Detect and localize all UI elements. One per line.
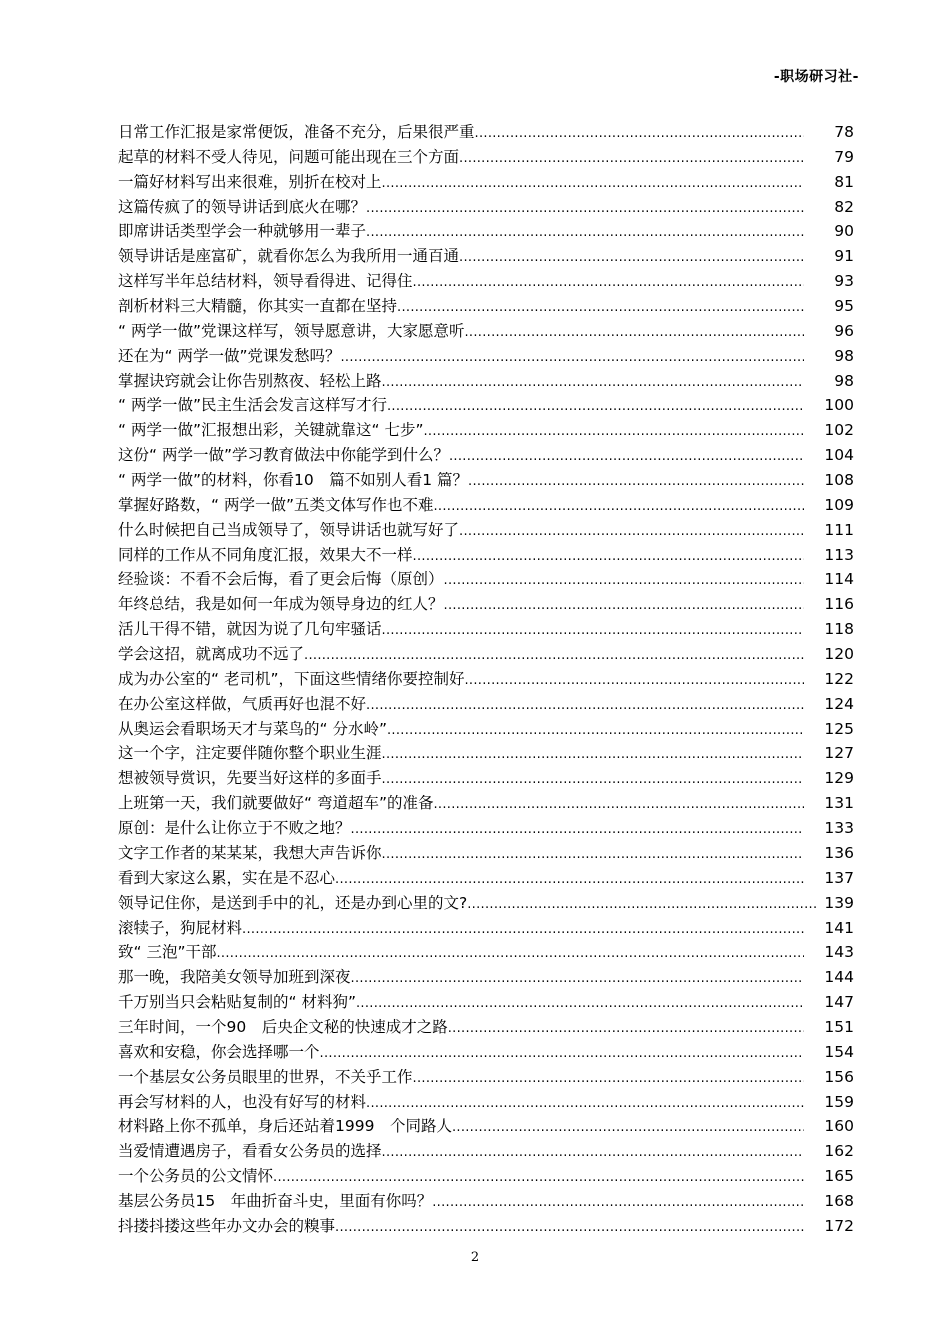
toc-entry[interactable] (118, 393, 854, 418)
toc-dot-leader (434, 793, 805, 816)
toc-entry[interactable] (118, 1214, 854, 1239)
toc-dot-leader (468, 470, 804, 493)
toc-entry-title: 这样写半年总结材料，领导看得进、记得住 (118, 272, 413, 291)
toc-dot-leader (449, 445, 804, 468)
toc-entry[interactable] (118, 120, 854, 145)
toc-entry-page-number: 81 (834, 172, 854, 191)
toc-dot-leader (467, 893, 816, 916)
toc-entry-title: 还在为“ 两学一做”党课发愁吗？ (118, 346, 341, 365)
toc-entry-title: 学会这招，就离成功不远了 (118, 645, 305, 664)
toc-dot-leader (273, 1166, 804, 1189)
toc-entry-page-number: 156 (824, 1067, 854, 1086)
toc-dot-leader (382, 743, 804, 766)
toc-entry-page-number: 104 (824, 446, 854, 465)
toc-dot-leader (397, 296, 804, 319)
toc-entry-title: 三年时间，一个90 后央企文秘的快速成才之路 (118, 1017, 448, 1036)
running-header: -职场研习社- (773, 69, 859, 85)
toc-entry-title: 掌握好路数，“ 两学一做”五类文体写作也不难 (118, 495, 434, 514)
toc-entry-page-number: 102 (824, 421, 854, 440)
toc-entry-title: 同样的工作从不同角度汇报，效果大不一样 (118, 545, 413, 564)
toc-dot-leader (366, 1092, 804, 1115)
toc-entry-title: 原创：是什么让你立于不败之地？ (118, 819, 351, 838)
toc-entry-page-number: 154 (824, 1042, 854, 1061)
toc-entry-page-number: 165 (824, 1167, 854, 1186)
toc-dot-leader (366, 221, 804, 244)
toc-dot-leader (382, 768, 804, 791)
toc-entry-page-number: 111 (824, 520, 854, 539)
toc-dot-leader (459, 147, 804, 170)
toc-entry-title: 领导讲话是座富矿，就看你怎么为我所用一通百通 (118, 247, 460, 266)
toc-dot-leader (413, 271, 804, 294)
toc-entry-page-number: 137 (824, 868, 854, 887)
toc-entry[interactable] (118, 816, 854, 841)
toc-dot-leader (382, 172, 804, 195)
toc-entry[interactable] (118, 418, 854, 443)
toc-entry[interactable] (118, 567, 854, 592)
toc-entry[interactable] (118, 891, 854, 916)
toc-entry-page-number: 113 (824, 545, 854, 564)
toc-entry[interactable] (118, 195, 854, 220)
toc-entry[interactable] (118, 841, 854, 866)
toc-entry-page-number: 116 (824, 595, 854, 614)
toc-entry[interactable] (118, 1164, 854, 1189)
toc-entry-page-number: 114 (824, 570, 854, 589)
toc-entry[interactable] (118, 219, 854, 244)
toc-dot-leader (217, 942, 805, 965)
toc-entry-title: 这篇传疯了的领导讲话到底火在哪？ (118, 197, 367, 216)
toc-entry[interactable] (118, 369, 854, 394)
toc-entry-page-number: 93 (834, 272, 854, 291)
toc-entry-page-number: 124 (824, 694, 854, 713)
toc-dot-leader (413, 1067, 804, 1090)
toc-dot-leader (475, 122, 804, 145)
toc-entry[interactable] (118, 940, 854, 965)
toc-dot-leader (366, 694, 804, 717)
toc-entry-title: 日常工作汇报是家常便饭，准备不充分，后果很严重 (118, 123, 475, 141)
toc-dot-leader (382, 1141, 804, 1164)
toc-entry-title: 这一个字，注定要伴随你整个职业生涯 (118, 744, 382, 763)
toc-entry[interactable] (118, 170, 854, 195)
toc-entry-page-number: 78 (834, 123, 854, 141)
toc-entry-page-number: 100 (824, 396, 854, 415)
toc-entry-title: “ 两学一做”的材料，你看10 篇不如别人看1 篇？ (118, 471, 469, 490)
toc-dot-leader (387, 395, 804, 418)
toc-entry[interactable] (118, 294, 854, 319)
toc-entry-page-number: 168 (824, 1191, 854, 1210)
toc-entry-title: 想被领导赏识，先要当好这样的多面手 (118, 769, 382, 788)
toc-entry[interactable] (118, 667, 854, 692)
toc-entry[interactable] (118, 592, 854, 617)
toc-entry-page-number: 96 (834, 321, 854, 340)
toc-dot-leader (382, 371, 804, 394)
toc-entry[interactable] (118, 1040, 854, 1065)
toc-entry-title: 一个基层女公务员眼里的世界，不关乎工作 (118, 1067, 413, 1086)
toc-entry-page-number: 127 (824, 744, 854, 763)
toc-entry[interactable] (118, 1065, 854, 1090)
toc-entry[interactable] (118, 990, 854, 1015)
toc-entry-title: 起草的材料不受人待见，问题可能出现在三个方面 (118, 147, 460, 166)
toc-entry-page-number: 95 (834, 297, 854, 316)
toc-dot-leader (434, 495, 805, 518)
toc-entry-title: 经验谈：不看不会后悔，看了更会后悔（原创） (118, 570, 444, 589)
toc-entry[interactable] (118, 692, 854, 717)
toc-entry-page-number: 151 (824, 1017, 854, 1036)
toc-dot-leader (432, 1191, 804, 1214)
toc-entry[interactable] (118, 543, 854, 568)
toc-entry-page-number: 144 (824, 968, 854, 987)
toc-entry[interactable] (118, 443, 854, 468)
toc-dot-leader (459, 246, 804, 269)
toc-entry[interactable] (118, 741, 854, 766)
toc-entry-page-number: 133 (824, 819, 854, 838)
toc-entry[interactable] (118, 965, 854, 990)
toc-dot-leader (444, 569, 804, 592)
toc-dot-leader (242, 918, 804, 941)
toc-entry-page-number: 118 (824, 620, 854, 639)
toc-dot-leader (335, 1216, 804, 1239)
toc-entry-title: “ 两学一做”汇报想出彩，关键就靠这“ 七步” (118, 421, 424, 440)
toc-entry-page-number: 98 (834, 371, 854, 390)
toc-entry-title: 从奥运会看职场天才与菜鸟的“ 分水岭” (118, 719, 387, 738)
toc-entry[interactable] (118, 145, 854, 170)
toc-entry-title: 掌握诀窍就会让你告别熬夜、轻松上路 (118, 371, 382, 390)
toc-dot-leader (351, 818, 804, 841)
toc-entry-page-number: 125 (824, 719, 854, 738)
toc-entry-title: 抖搂抖搂这些年办文办会的糗事 (118, 1216, 336, 1235)
toc-entry-title: 年终总结，我是如何一年成为领导身边的红人？ (118, 595, 444, 614)
toc-entry-title: 上班第一天，我们就要做好“ 弯道超车”的准备 (118, 794, 434, 813)
toc-dot-leader (304, 644, 804, 667)
toc-entry[interactable] (118, 642, 854, 667)
toc-dot-leader (351, 967, 804, 990)
toc-dot-leader (366, 197, 804, 220)
toc-entry-title: 在办公室这样做，气质再好也混不好 (118, 694, 367, 713)
toc-entry[interactable] (118, 269, 854, 294)
toc-entry-title: 当爱情遭遇房子，看看女公务员的选择 (118, 1142, 382, 1161)
toc-entry-page-number: 129 (824, 769, 854, 788)
toc-entry[interactable] (118, 1015, 854, 1040)
toc-entry-page-number: 82 (834, 197, 854, 216)
toc-dot-leader (465, 321, 805, 344)
toc-entry-title: 基层公务员15 年曲折奋斗史，里面有你吗？ (118, 1191, 433, 1210)
toc-entry-title: 什么时候把自己当成领导了，领导讲话也就写好了 (118, 520, 460, 539)
toc-dot-leader (465, 669, 805, 692)
toc-entry[interactable] (118, 1114, 854, 1139)
toc-entry-page-number: 120 (824, 645, 854, 664)
toc-entry-title: 那一晚，我陪美女领导加班到深夜 (118, 968, 351, 987)
toc-entry-title: 领导记住你，是送到手中的礼，还是办到心里的文? (118, 893, 468, 912)
toc-entry[interactable] (118, 916, 854, 941)
toc-entry-title: 文字工作者的某某某，我想大声告诉你 (118, 843, 382, 862)
toc-entry-title: 成为办公室的“ 老司机”，下面这些情绪你要控制好 (118, 669, 465, 688)
toc-dot-leader (444, 594, 804, 617)
toc-dot-leader (341, 346, 805, 369)
toc-entry-title: 一个公务员的公文情怀 (118, 1167, 274, 1186)
toc-entry[interactable] (118, 791, 854, 816)
toc-entry-page-number: 143 (824, 943, 854, 962)
toc-entry[interactable] (118, 493, 854, 518)
toc-entry[interactable] (118, 1139, 854, 1164)
toc-entry-page-number: 79 (834, 147, 854, 166)
toc-entry[interactable] (118, 518, 854, 543)
toc-entry-title: “ 两学一做”党课这样写，领导愿意讲，大家愿意听 (118, 321, 465, 340)
toc-dot-leader (335, 868, 804, 891)
toc-entry-page-number: 98 (834, 346, 854, 365)
toc-entry-page-number: 141 (824, 918, 854, 937)
toc-entry[interactable] (118, 866, 854, 891)
toc-entry[interactable] (118, 344, 854, 369)
toc-entry-title: 看到大家这么累，实在是不忍心 (118, 868, 336, 887)
toc-entry[interactable] (118, 1090, 854, 1115)
toc-entry-title: “ 两学一做”民主生活会发言这样写才行 (118, 396, 387, 415)
toc-entry[interactable] (118, 468, 854, 493)
toc-entry-page-number: 131 (824, 794, 854, 813)
toc-entry-page-number: 91 (834, 247, 854, 266)
toc-entry-title: 再会写材料的人，也没有好写的材料 (118, 1092, 367, 1111)
toc-entry-title: 一篇好材料写出来很难，别折在校对上 (118, 172, 382, 191)
toc-entry-page-number: 172 (824, 1216, 854, 1235)
toc-entry-page-number: 162 (824, 1142, 854, 1161)
toc-entry-title: 剖析材料三大精髓，你其实一直都在坚持 (118, 297, 398, 316)
toc-entry-page-number: 147 (824, 993, 854, 1012)
toc-entry-title: 喜欢和安稳，你会选择哪一个 (118, 1042, 320, 1061)
toc-dot-leader (452, 1116, 804, 1139)
toc-entry-page-number: 109 (824, 495, 854, 514)
toc-entry-title: 材料路上你不孤单，身后还站着1999 个同路人 (118, 1117, 452, 1136)
toc-dot-leader (356, 992, 804, 1015)
toc-entry-page-number: 108 (824, 471, 854, 490)
toc-entry-title: 致“ 三泡”干部 (118, 943, 217, 962)
toc-entry[interactable] (118, 244, 854, 269)
toc-entry-page-number: 136 (824, 843, 854, 862)
toc-entry-page-number: 139 (824, 893, 854, 912)
toc-entry-title: 千万别当只会粘贴复制的“ 材料狗” (118, 993, 356, 1012)
toc-dot-leader (448, 1017, 804, 1040)
page-number: 2 (470, 1250, 480, 1265)
toc-entry[interactable] (118, 617, 854, 642)
toc-entry-title: 活儿干得不错，就因为说了几句牢骚话 (118, 620, 382, 639)
toc-dot-leader (382, 843, 804, 866)
toc-entry[interactable] (118, 717, 854, 742)
toc-entry-title: 即席讲话类型学会一种就够用一辈子 (118, 222, 367, 241)
toc-entry-page-number: 90 (834, 222, 854, 241)
toc-entry[interactable] (118, 766, 854, 791)
toc-dot-leader (413, 545, 804, 568)
toc-dot-leader (320, 1042, 804, 1065)
toc-entry-page-number: 122 (824, 669, 854, 688)
toc-dot-leader (423, 420, 804, 443)
toc-entry[interactable] (118, 1189, 854, 1214)
toc-dot-leader (387, 719, 804, 742)
table-of-contents (118, 120, 854, 1239)
toc-entry-title: 滚犊子，狗屁材料 (118, 918, 243, 937)
toc-entry-page-number: 160 (824, 1117, 854, 1136)
toc-dot-leader (382, 619, 804, 642)
toc-entry-title: 这份“ 两学一做”学习教育做法中你能学到什么？ (118, 446, 449, 465)
toc-dot-leader (459, 520, 804, 543)
toc-entry-page-number: 159 (824, 1092, 854, 1111)
toc-entry[interactable] (118, 319, 854, 344)
